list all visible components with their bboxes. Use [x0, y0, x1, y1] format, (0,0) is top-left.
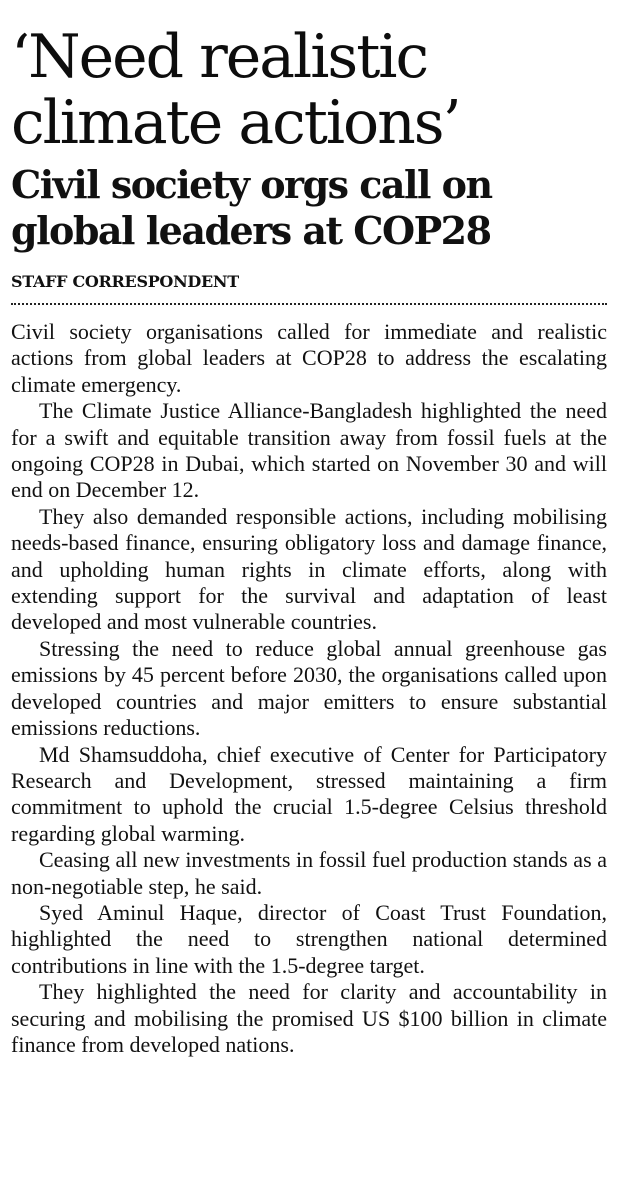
subheadline: Civil society orgs call on global leaders at COP28	[11, 162, 492, 253]
news-article	[11, 0, 607, 1058]
dotted-divider	[11, 303, 607, 305]
paragraph: Ceasing all new investments in fossil fuel production stands as a non-negotiable step, he said.	[11, 847, 607, 899]
paragraph: Civil society organisations called for immediate and realistic actions from global leaders at COP28 to address the escalating climate emergency.	[11, 319, 607, 397]
paragraph: Stressing the need to reduce global annual greenhouse gas emissions by 45 percent before 2030, the organisations called upon developed countries and major emitters to ensure substantial emissions reductions.	[11, 635, 607, 741]
byline: STAFF CORRESPONDENT	[11, 272, 239, 291]
headline: ‘Need realistic climate actions’	[11, 22, 460, 158]
paragraph: Syed Aminul Haque, director of Coast Trust Foundation, highlighted the need to strengthen national determined contributions in line with the 1.5-degree target.	[11, 899, 607, 978]
paragraph: The Climate Justice Alliance-Bangladesh highlighted the need for a swift and equitable transition away from fossil fuels at the ongoing COP28 in Dubai, which started on November 30 and will end on December 12.	[11, 398, 607, 503]
article-body	[11, 319, 607, 1058]
paragraph: Md Shamsuddoha, chief executive of Center for Participatory Research and Development, stressed maintaining a firm commitment to uphold the crucial 1.5-degree Celsius threshold regarding global warming.	[11, 741, 607, 846]
paragraph: They highlighted the need for clarity and accountability in securing and mobilising the promised US $100 billion in climate finance from developed nations.	[11, 979, 607, 1057]
paragraph: They also demanded responsible actions, including mobilising needs-based finance, ensuring obligatory loss and damage finance, and upholding human rights in climate efforts, along with extending support for the survival and adaptation of least developed and most vulnerable countries.	[11, 503, 607, 635]
